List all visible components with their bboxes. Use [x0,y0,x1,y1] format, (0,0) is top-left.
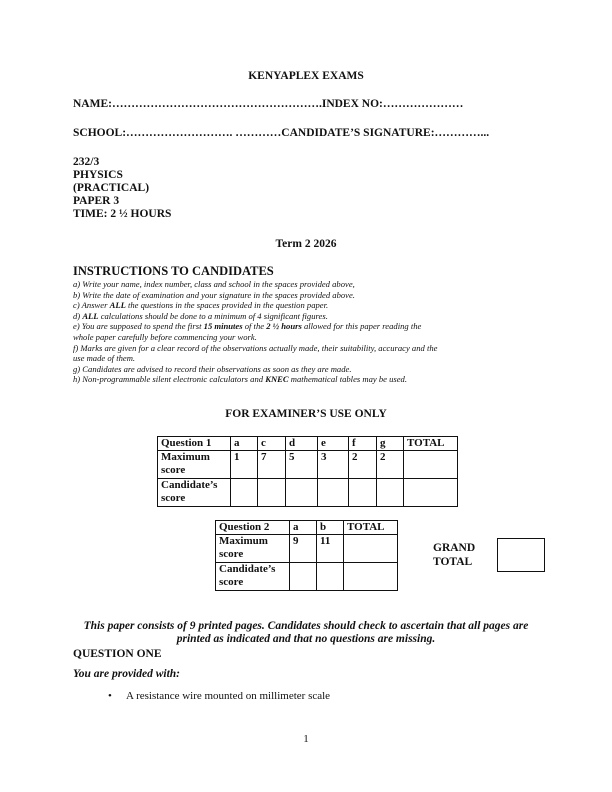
paper-time: TIME: 2 ½ HOURS [73,208,172,220]
table-cell: e [318,437,349,451]
table-cell [404,451,458,479]
instruction-text: mathematical tables may be used. [288,374,408,385]
instruction-text: the questions in the spaces provided in the question paper. [125,300,329,311]
school-signature-field[interactable]: SCHOOL:………………………. …………CANDIDATE’S SIGNATURE:…………... [73,127,490,139]
grand-total-box[interactable] [497,538,545,572]
table-cell: Question 2 [216,521,290,535]
paper-type: (PRACTICAL) [73,182,150,194]
instruction-line [73,353,437,364]
score-input[interactable] [258,479,286,507]
table-cell: 1 [231,451,258,479]
table-cell: 7 [258,451,286,479]
table-header-row [216,521,398,535]
paper-number: PAPER 3 [73,195,120,207]
list-item [108,690,330,702]
bullet-icon: • [108,690,112,702]
instruction-emphasis: ALL [109,300,126,311]
instruction-text: calculations should be done to a minimum of 4 significant figures. [98,310,328,321]
name-index-field[interactable]: NAME:……………………………………………….INDEX NO:………………… [73,98,464,110]
table-cell: b [317,521,344,535]
table-header-row [158,437,458,451]
score-input[interactable] [344,563,398,591]
exam-title: KENYAPLEX EXAMS [248,70,364,82]
table-cell: TOTAL [404,437,458,451]
instruction-text: d) [73,310,83,321]
provided-heading: You are provided with: [73,668,181,680]
instruction-text: c) Answer [73,300,110,311]
instruction-emphasis: 15 minutes [203,321,243,332]
page-number: 1 [303,733,309,745]
instruction-text: g) Candidates are advised to record their observations as soon as they are made. [73,363,352,374]
table-cell: Question 1 [158,437,231,451]
grand-total-label [433,541,475,569]
score-input[interactable] [404,479,458,507]
table-cell: Candidate’s score [158,479,231,507]
instruction-text: h) Non-programmable silent electronic calculators and [73,374,266,385]
instruction-line [73,374,437,385]
table-cell: TOTAL [344,521,398,535]
instruction-emphasis: 2 ½ hours [266,321,302,332]
instruction-text: whole paper carefully before commencing your work. [73,331,257,342]
table-cell: Maximum score [158,451,231,479]
instruction-line [73,290,437,301]
table-row [216,535,398,563]
instruction-text: b) Write the date of examination and your signature in the spaces provided above. [73,289,355,300]
table-cell: d [286,437,318,451]
term: Term 2 2026 [275,238,337,250]
score-input[interactable] [318,479,349,507]
table-cell: g [377,437,404,451]
instruction-line [73,364,437,375]
instruction-line [73,300,437,311]
table-cell: 2 [377,451,404,479]
table-cell: 5 [286,451,318,479]
grand-total-label-line: GRAND [433,542,476,554]
examiner-heading: FOR EXAMINER’S USE ONLY [225,408,387,420]
pages-notice [0,620,612,646]
instruction-text: of the [242,321,267,332]
instruction-text: use made of them. [73,353,136,364]
table-cell: a [290,521,317,535]
instruction-line [73,343,437,354]
instruction-text: f) Marks are given for a clear record of the observations actually made, their suitability, accuracy and the [73,342,438,353]
instructions-heading: INSTRUCTIONS TO CANDIDATES [73,264,274,278]
table-row [158,451,458,479]
question1-score-table [157,436,458,507]
pages-notice-line: This paper consists of 9 printed pages. Candidates should check to ascertain that all pages are [83,620,529,632]
instruction-text: e) You are supposed to spend the first [73,321,204,332]
score-input[interactable] [290,563,317,591]
table-cell: Maximum score [216,535,290,563]
score-input[interactable] [349,479,377,507]
question-heading: QUESTION ONE [73,648,162,660]
instruction-text: a) Write your name, index number, class and school in the spaces provided above, [73,279,355,289]
paper-code: 232/3 [73,156,100,168]
paper-info [73,156,171,221]
table-cell: f [349,437,377,451]
table-cell: a [231,437,258,451]
paper-subject: PHYSICS [73,169,123,181]
table-cell: 3 [318,451,349,479]
instruction-line [73,321,437,332]
table-cell [344,535,398,563]
table-row [158,479,458,507]
instruction-emphasis: KNEC [265,374,289,385]
question2-score-table [215,520,398,591]
pages-notice-line: printed as indicated and that no questions are missing. [176,633,436,645]
table-cell: c [258,437,286,451]
table-cell: 2 [349,451,377,479]
instruction-text: allowed for this paper reading the [301,321,422,332]
score-input[interactable] [317,563,344,591]
grand-total-label-line: TOTAL [433,556,473,568]
instruction-line [73,311,437,322]
table-cell: 9 [290,535,317,563]
instructions-list [73,279,437,385]
list-item-text: A resistance wire mounted on millimeter scale [126,690,331,702]
score-input[interactable] [377,479,404,507]
table-row [216,563,398,591]
instruction-emphasis: ALL [82,310,99,321]
table-cell: Candidate’s score [216,563,290,591]
instruction-line [73,279,437,290]
table-cell: 11 [317,535,344,563]
instruction-line [73,332,437,343]
score-input[interactable] [286,479,318,507]
score-input[interactable] [231,479,258,507]
